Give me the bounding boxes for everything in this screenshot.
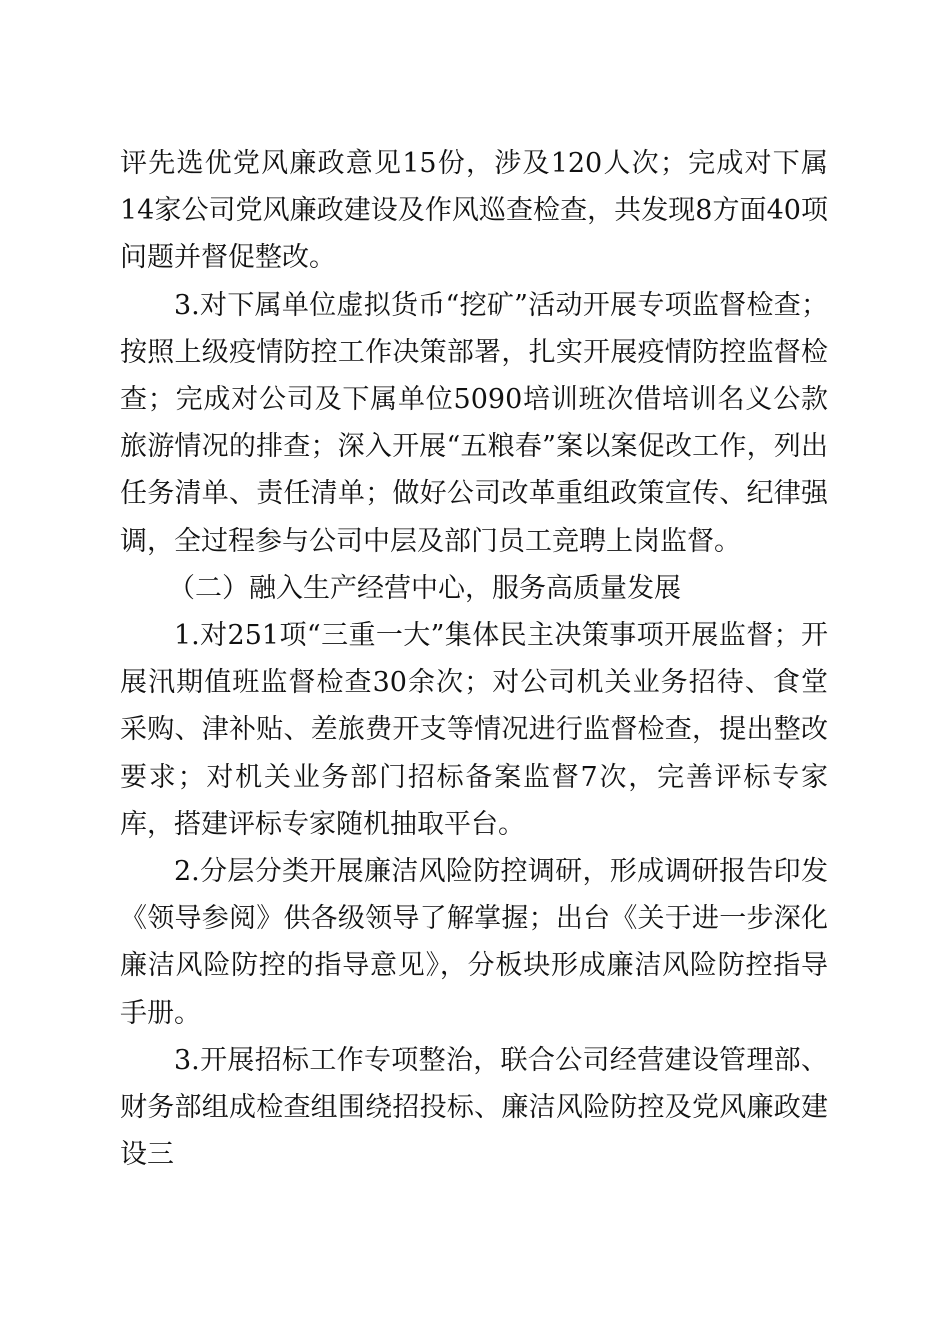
paragraph-item-3-bidding-rectification: 3.开展招标工作专项整治，联合公司经营建设管理部、财务部组成检查组围绕招投标、廉洁风险防控及党风廉政建设三 [120, 1044, 828, 1171]
document-body [120, 140, 828, 1178]
paragraph-item-1-decision-supervision: 1.对251项“三重一大”集体民主决策事项开展监督；开展汛期值班监督检查30余次；对公司机关业务招待、食堂采购、津补贴、差旅费开支等情况进行监督检查，提出整改要求；对机关业务部门招标备案监督7次，完善评标专家库，搭建评标专家随机抽取平台。 [120, 620, 828, 840]
paragraph-item-3-virtual-currency: 3.对下属单位虚拟货币“挖矿”活动开展专项监督检查；按照上级疫情防控工作决策部署，扎实开展疫情防控监督检查；完成对公司及下属单位5090培训班次借培训名义公款旅游情况的排查；深入开展“五粮春”案以案促改工作，列出任务清单、责任清单；做好公司改革重组政策宣传、纪律强调，全过程参与公司中层及部门员工竞聘上岗监督。 [120, 289, 828, 557]
paragraph-continuation: 评先选优党风廉政意见15份，涉及120人次；完成对下属14家公司党风廉政建设及作风巡查检查，共发现8方面40项问题并督促整改。 [120, 148, 828, 274]
section-heading-2: （二）融入生产经营中心，服务高质量发展 [168, 572, 681, 604]
paragraph-item-2-risk-prevention: 2.分层分类开展廉洁风险防控调研，形成调研报告印发《领导参阅》供各级领导了解掌握；出台《关于进一步深化廉洁风险防控的指导意见》，分板块形成廉洁风险防控指导手册。 [120, 856, 828, 1029]
